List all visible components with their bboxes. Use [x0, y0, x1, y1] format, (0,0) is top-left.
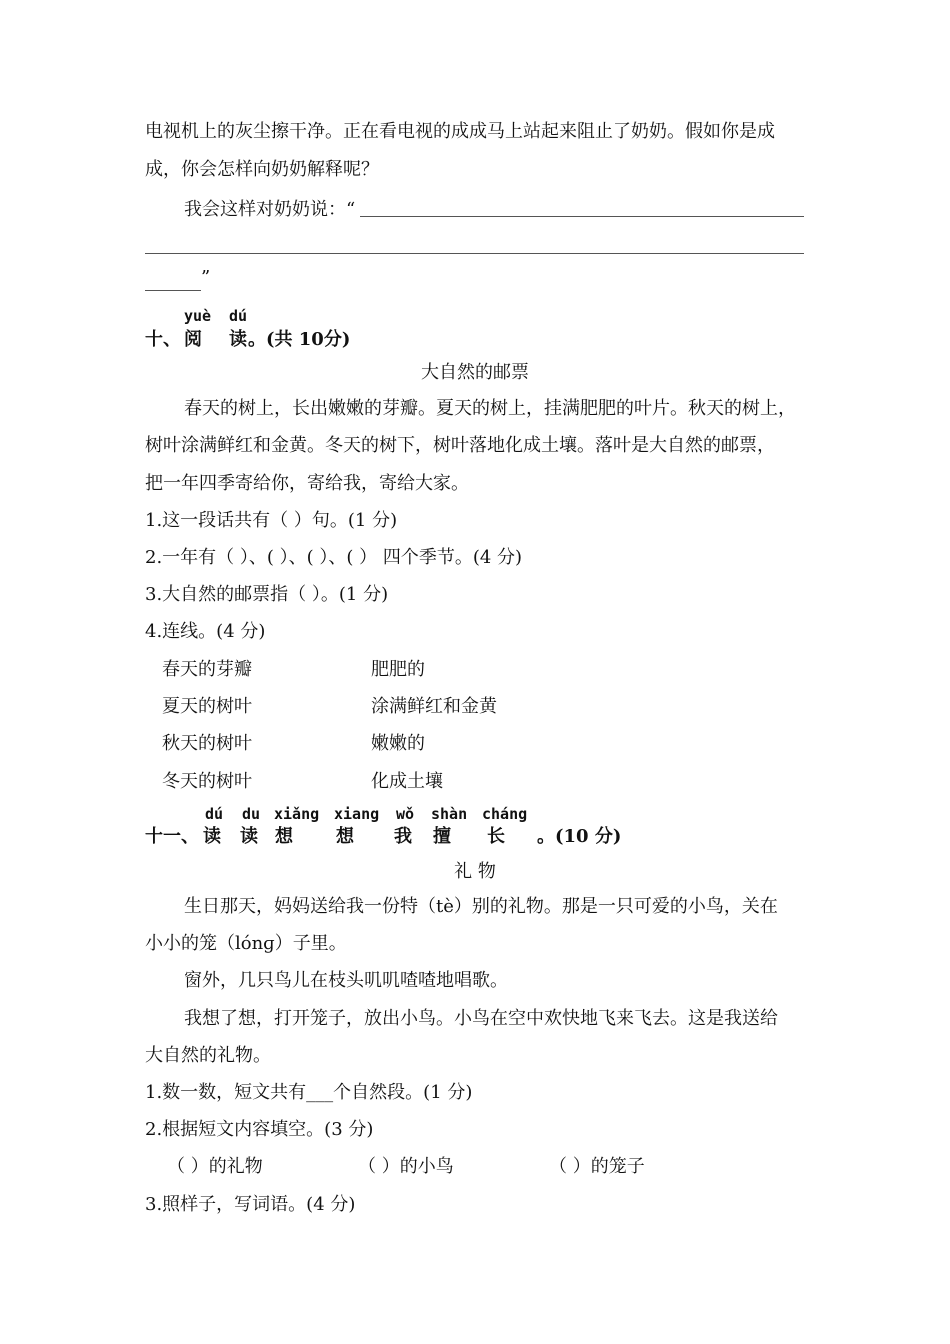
- section10-passage-1: 春天的树上，长出嫩嫩的芽瓣。夏天的树上，挂满肥肥的叶片。秋天的树上，: [184, 398, 796, 419]
- section10-passage-3: 把一年四季寄给你，寄给我，寄给大家。: [145, 473, 469, 494]
- section11-question-3: 3.照样子，写词语。(4 分): [145, 1194, 356, 1215]
- fill-blank-2[interactable]: （ ）的小鸟: [358, 1156, 454, 1177]
- section10-char-2: 读: [229, 329, 247, 350]
- section10-pinyin-2: dú: [229, 307, 248, 325]
- section11-char-2: 读: [240, 826, 258, 847]
- section11-passage-2: 小小的笼（lónɡ）子里。: [145, 933, 347, 954]
- section10-pinyin-1: yuè: [184, 307, 212, 325]
- section10-title: 大自然的邮票: [421, 362, 529, 383]
- answer-line-2[interactable]: [145, 253, 804, 254]
- match-right-2[interactable]: 涂满鲜红和金黄: [371, 696, 497, 717]
- intro-line-1: 电视机上的灰尘擦干净。正在看电视的成成马上站起来阻止了奶奶。假如你是成: [145, 121, 775, 142]
- section11-pinyin-6: shàn: [431, 805, 468, 823]
- section10-char-1: 阅: [184, 329, 202, 350]
- match-right-4[interactable]: 化成土壤: [371, 771, 443, 792]
- section10-passage-2: 树叶涂满鲜红和金黄。冬天的树下，树叶落地化成土壤。落叶是大自然的邮票，: [145, 435, 775, 456]
- fill-blank-3[interactable]: （ ）的笼子: [549, 1156, 645, 1177]
- section11-title: 礼 物: [454, 861, 496, 882]
- section11-passage-5: 大自然的礼物。: [145, 1045, 271, 1066]
- answer-prefix: 我会这样对奶奶说：“: [184, 199, 356, 220]
- match-right-3[interactable]: 嫩嫩的: [371, 733, 425, 754]
- intro-line-2: 成，你会怎样向奶奶解释呢？: [145, 159, 379, 180]
- section11-char-7: 长: [487, 826, 505, 847]
- section10-number: 十、: [145, 329, 181, 350]
- section11-char-5: 我: [394, 826, 412, 847]
- section11-question-2: 2.根据短文内容填空。(3 分): [145, 1119, 374, 1140]
- section10-question-4: 4.连线。(4 分): [145, 621, 266, 642]
- section11-passage-1: 生日那天，妈妈送给我一份特（tè）别的礼物。那是一只可爱的小鸟，关在: [184, 896, 778, 917]
- match-left-3[interactable]: 秋天的树叶: [162, 733, 252, 754]
- section10-question-1: 1.这一段话共有（ ）句。(1 分): [145, 510, 398, 531]
- section11-passage-4: 我想了想，打开笼子，放出小鸟。小鸟在空中欢快地飞来飞去。这是我送给: [184, 1008, 778, 1029]
- answer-suffix: ”: [201, 267, 211, 288]
- match-right-1[interactable]: 肥肥的: [371, 659, 425, 680]
- section11-pinyin-5: wǒ: [396, 805, 415, 823]
- section11-pinyin-2: du: [242, 805, 261, 823]
- section11-char-6: 擅: [433, 826, 451, 847]
- section11-passage-3: 窗外，几只鸟儿在枝头叽叽喳喳地唱歌。: [184, 970, 508, 991]
- fill-blank-1[interactable]: （ ）的礼物: [167, 1156, 263, 1177]
- section10-question-2: 2.一年有（ ）、( ）、( ）、( ） 四个季节。(4 分): [145, 547, 523, 568]
- match-left-1[interactable]: 春天的芽瓣: [162, 659, 252, 680]
- section11-char-3: 想: [275, 826, 293, 847]
- section11-pinyin-3: xiǎng: [274, 805, 320, 823]
- match-left-2[interactable]: 夏天的树叶: [162, 696, 252, 717]
- section11-number: 十一、: [145, 826, 199, 847]
- section10-score: 。(共 10分): [248, 329, 351, 350]
- answer-line-1[interactable]: [360, 216, 804, 217]
- section11-char-4: 想: [336, 826, 354, 847]
- section11-char-1: 读: [203, 826, 221, 847]
- answer-line-3[interactable]: [145, 290, 201, 291]
- section10-question-3: 3.大自然的邮票指（ ）。(1 分): [145, 584, 389, 605]
- section11-pinyin-7: cháng: [482, 805, 528, 823]
- section11-pinyin-1: dú: [205, 805, 224, 823]
- match-left-4[interactable]: 冬天的树叶: [162, 771, 252, 792]
- section11-score: 。(10 分): [537, 826, 622, 847]
- section11-question-1: 1.数一数，短文共有___个自然段。(1 分): [145, 1082, 473, 1103]
- section11-pinyin-4: xiang: [334, 805, 380, 823]
